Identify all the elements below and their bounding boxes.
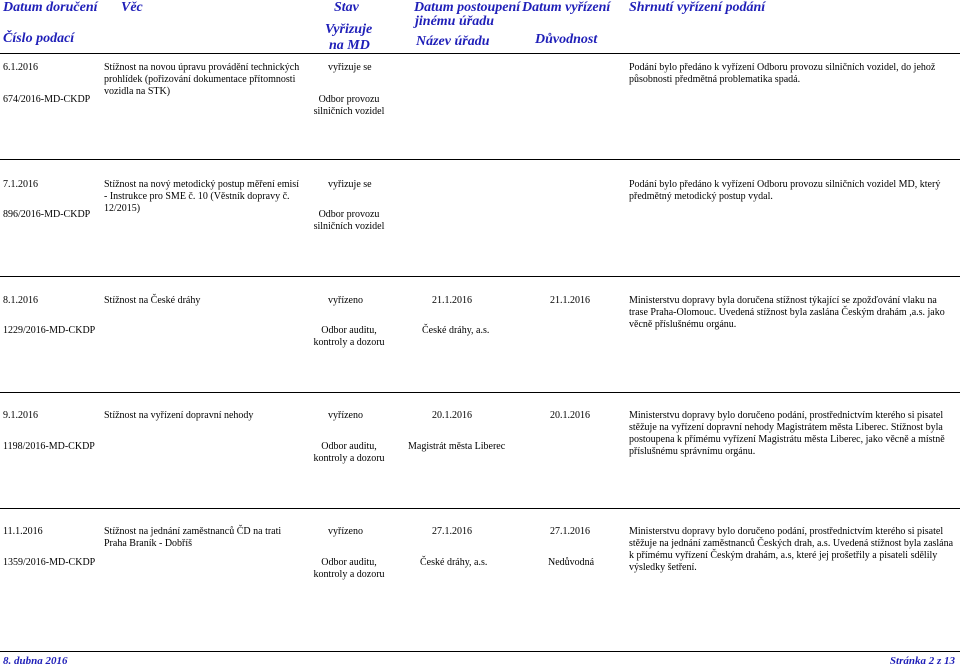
row-divider [0,508,960,509]
row-divider [0,159,960,160]
row-forward-date: 20.1.2016 [432,410,472,421]
header-duvodnost: Důvodnost [535,32,598,47]
page-footer [0,651,960,670]
row-subject: Stížnost na nový metodický postup měření emisí - Instrukce pro SME č. 10 (Věstník dopravy č. 12/2015) [104,179,299,214]
row-number: 1229/2016-MD-CKDP [3,325,96,336]
row-subject: Stížnost na České dráhy [104,295,201,306]
row-department: Odbor auditu, kontroly a dozoru [313,441,385,464]
header-na-md: na MD [329,38,370,53]
row-office: Magistrát města Liberec [408,441,506,452]
row-divider [0,276,960,277]
row-divider [0,392,960,393]
row-department: Odbor auditu, kontroly a dozoru [313,557,385,580]
row-date: 11.1.2016 [3,526,43,537]
row-forward-date: 21.1.2016 [432,295,472,306]
row-office: České dráhy, a.s. [422,325,490,336]
row-summary: Podání bylo předáno k vyřízení Odboru provozu silničních vozidel MD, který předmětný metodický postup vydal. [629,179,941,202]
row-department: Odbor provozu silničních vozidel [313,94,385,117]
header-datum-doruceni: Datum doručení [3,0,98,15]
row-state: vyřizuje se [328,62,372,73]
footer-page-number: Stránka 2 z 13 [889,655,955,667]
row-date: 7.1.2016 [3,179,38,190]
row-resolve-date: 21.1.2016 [550,295,590,306]
row-date: 9.1.2016 [3,410,38,421]
row-forward-date: 27.1.2016 [432,526,472,537]
row-state: vyřizuje se [328,179,372,190]
row-summary: Podání bylo předáno k vyřízení Odboru provozu silničních vozidel, do jehož působnosti předmětná problematika spadá. [629,62,936,85]
header-jinemu-uradu: jinému úřadu [415,14,494,29]
row-department: Odbor auditu, kontroly a dozoru [313,325,385,348]
row-resolve-date: 20.1.2016 [550,410,590,421]
row-summary: Ministerstvu dopravy bylo doručeno podání, prostřednictvím kterého si pisatel stěžuje na vyřízení dopravní nehody Magistrátem města Liberec. Stížnost byla postoupena k přímému vyřízení Magistrátu města Liberec, jako věcně a místně příslušnému správnímu orgánu. [629,410,945,457]
header-datum-vyrizeni: Datum vyřízení [522,0,611,15]
header-shrnuti: Shrnutí vyřízení podání [629,0,766,15]
header-datum-postoupeni: Datum postoupení [414,0,521,15]
row-subject: Stížnost na novou úpravu provádění technických prohlídek (pořizování dokumentace přítomnosti vozidla na STK) [104,62,300,97]
row-date: 6.1.2016 [3,62,38,73]
row-subject: Stížnost na jednání zaměstnanců ČD na trati Praha Braník - Dobříš [104,526,282,549]
header-vec: Věc [121,0,143,15]
row-subject: Stížnost na vyřízení dopravní nehody [104,410,254,421]
header-cislo-podaci: Číslo podací [3,31,75,46]
row-date: 8.1.2016 [3,295,38,306]
row-office: České dráhy, a.s. [420,557,488,568]
row-number: 1359/2016-MD-CKDP [3,557,96,568]
row-merit: Nedůvodná [548,557,595,568]
row-resolve-date: 27.1.2016 [550,526,590,537]
row-number: 1198/2016-MD-CKDP [3,441,95,452]
footer-date: 8. dubna 2016 [3,655,68,667]
row-number: 896/2016-MD-CKDP [3,209,91,220]
row-state: vyřízeno [328,526,363,537]
row-state: vyřízeno [328,410,363,421]
table-header [0,0,960,56]
row-state: vyřízeno [328,295,363,306]
row-summary: Ministerstvu dopravy bylo doručeno podání, prostřednictvím kterého si pisatel stěžuje na jednání zaměstnanců Českých drah, a.s. Uvedená stížnost byla zaslána k přímému vyřízení Českým drahám, a.s, které jej prošetřily a pisateli sdělily výsledky šetření. [629,526,954,573]
row-summary: Ministerstvu dopravy byla doručena stížnost týkající se zpožďování vlaku na trase Praha-Olomouc. Uvedená stížnost byla zaslána Českým drahám ,a.s. jako věcně příslušnému orgánu. [629,295,945,330]
row-department: Odbor provozu silničních vozidel [313,209,385,232]
row-number: 674/2016-MD-CKDP [3,94,91,105]
footer-divider [0,651,960,652]
header-nazev-uradu: Název úřadu [416,34,490,49]
header-stav: Stav [334,0,359,15]
header-vyrizuje: Vyřizuje [325,22,373,37]
header-divider [0,53,960,54]
